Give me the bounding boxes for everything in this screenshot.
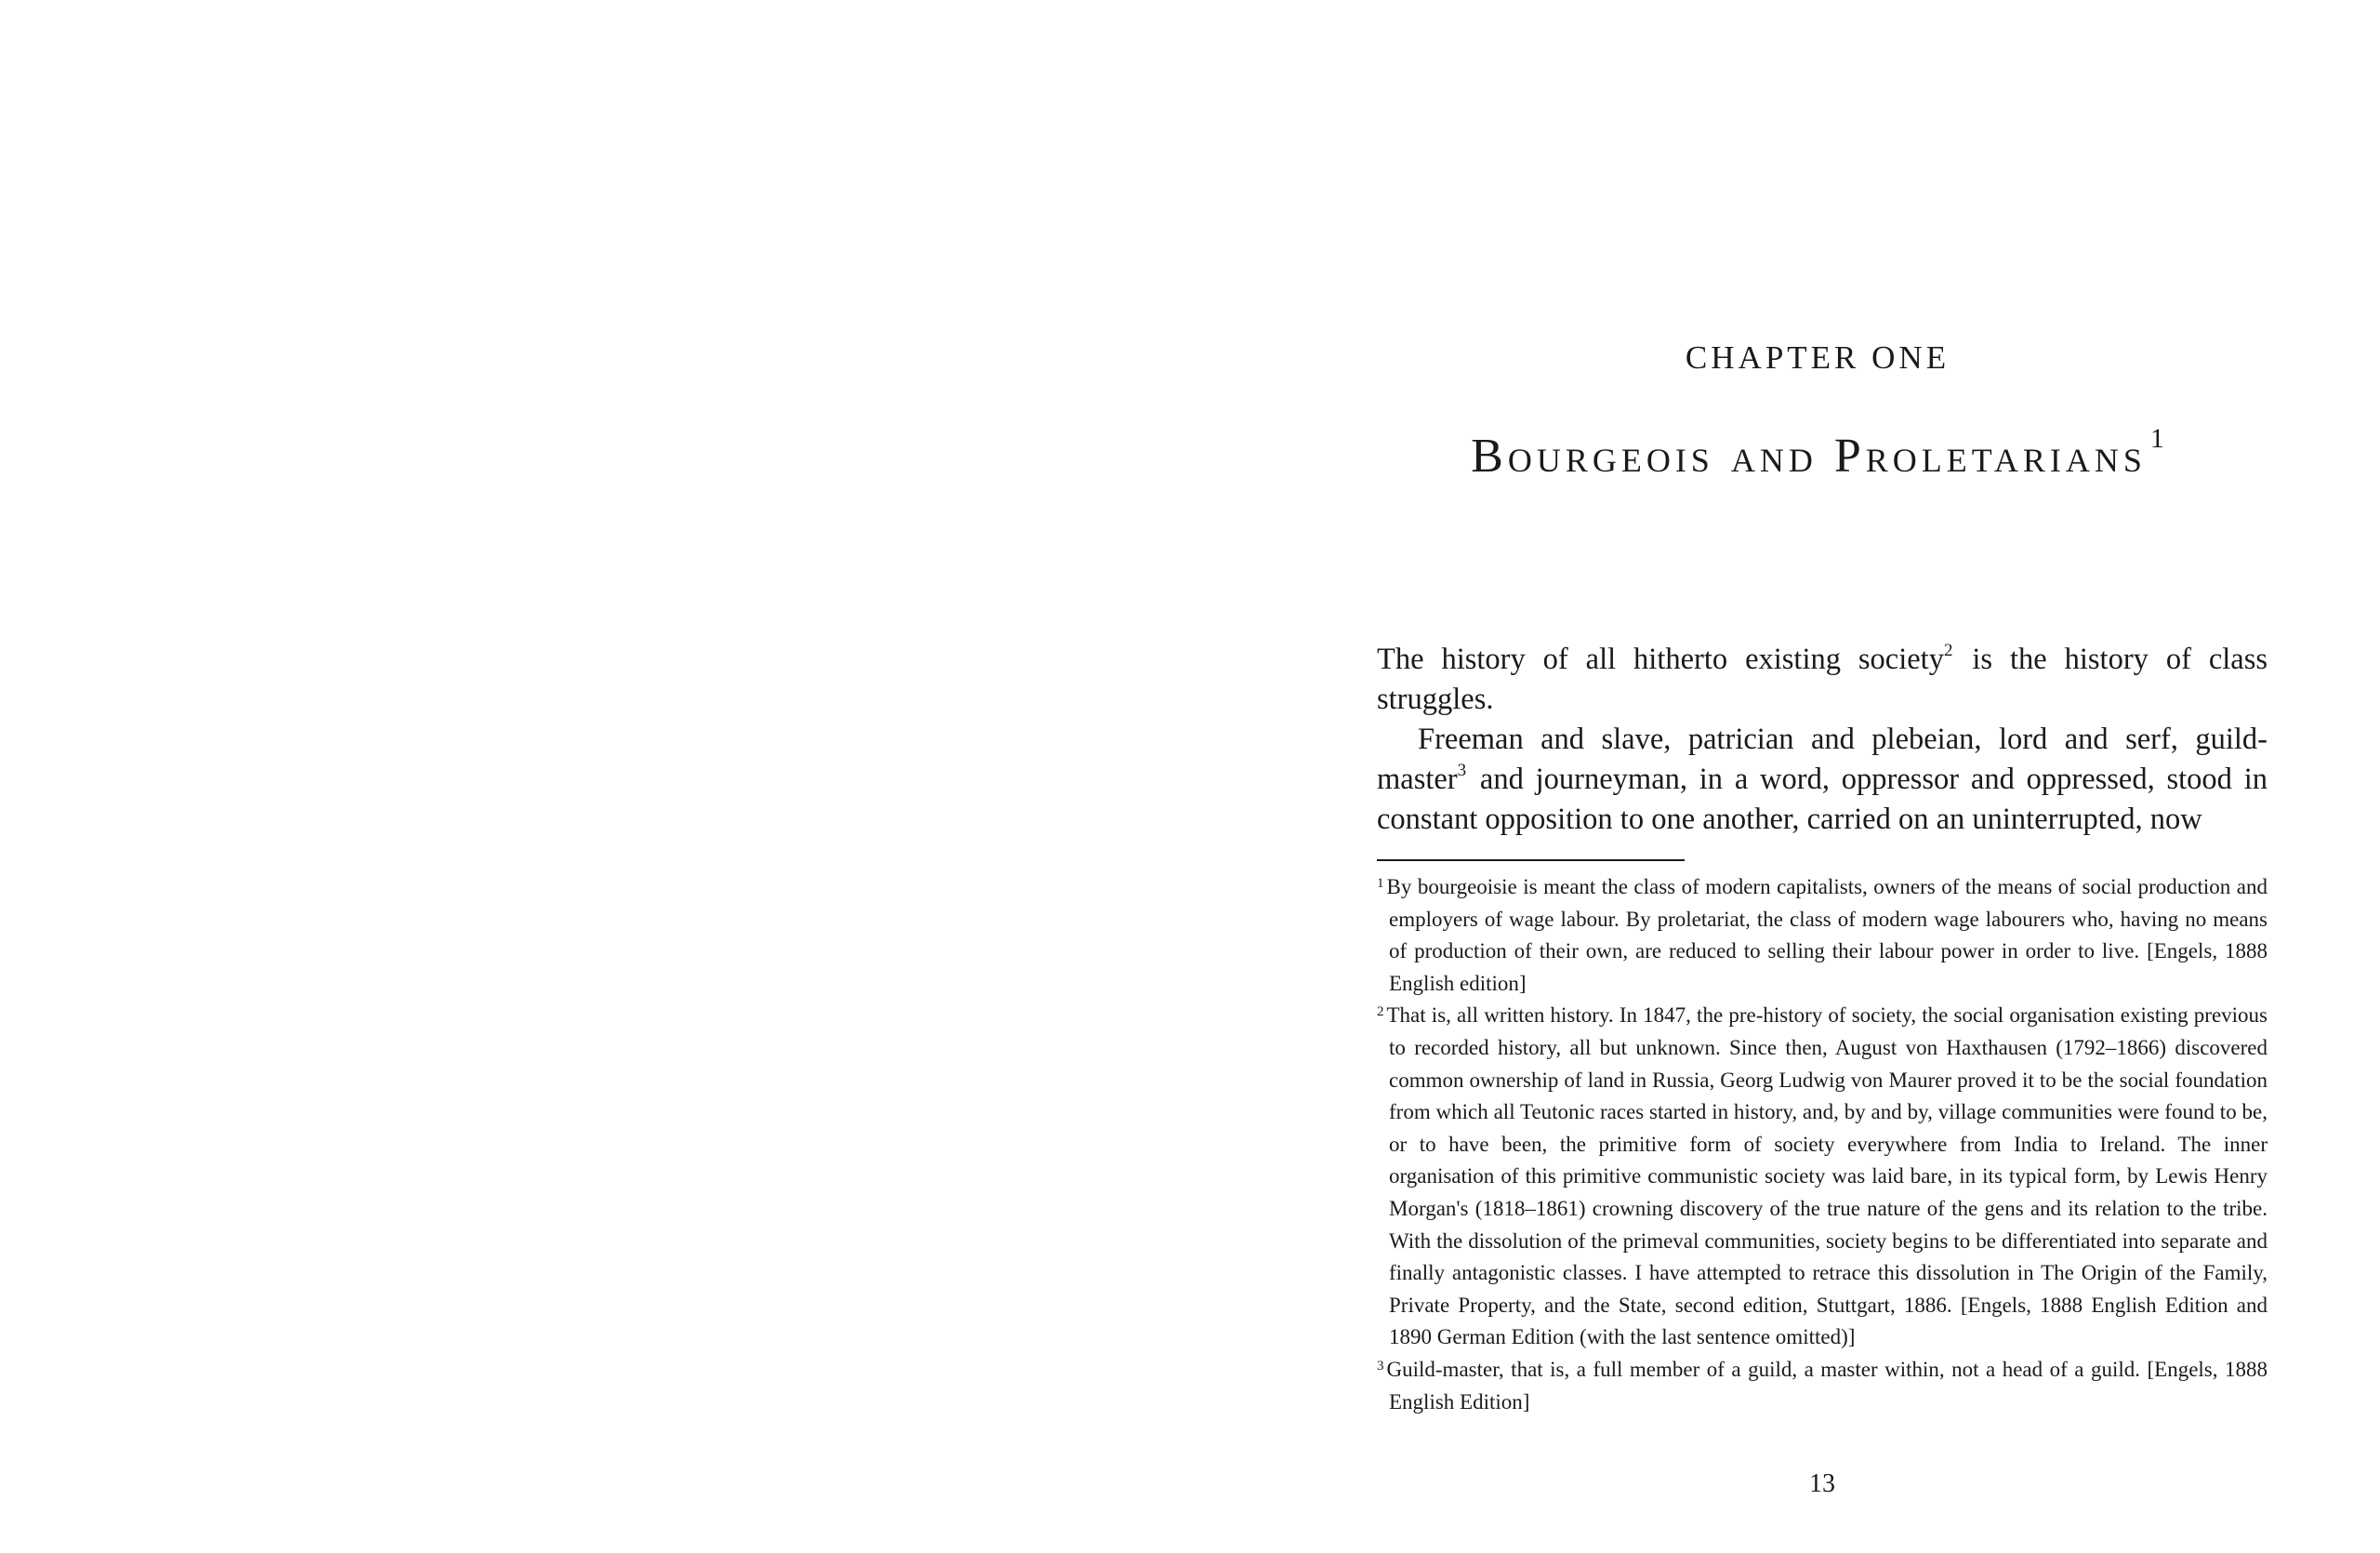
chapter-label: CHAPTER ONE: [1685, 339, 1950, 376]
paragraph-2-text-end: and journeyman, in a word, oppressor and oppressed, stood in constant opposition to one another, carried on an uninterrupted, now: [1377, 763, 2268, 836]
footnotes: [1377, 871, 2268, 1418]
chapter-title: [1371, 423, 2264, 484]
footnote-1-text: By bourgeoisie is meant the class of modern capitalists, owners of the means of social production and employers of wage labour. By proletariat, the class of modern wage labourers who, having no means of production of their own, are reduced to selling their labour power in order to live. [Engels, 1888 English edition]: [1386, 875, 2268, 995]
paragraph-2-text-start: Freeman and slave, patrician and plebeian, lord and serf, guild-master: [1377, 723, 2268, 796]
footnote-3-text: Guild-master, that is, a full member of a guild, a master within, not a head of a guild. [Engels, 1888 English Edition]: [1386, 1357, 2268, 1414]
footnote-1: [1377, 871, 2268, 1000]
paragraph-2: [1377, 720, 2268, 840]
footnote-ref-1: 1: [2149, 423, 2164, 454]
footnote-ref-3: 3: [1457, 761, 1467, 780]
footnote-divider: [1377, 859, 1685, 861]
paragraph-1-text-end: is the history of class struggles.: [1377, 643, 2268, 716]
page-number: 13: [1809, 1469, 1835, 1498]
footnote-ref-2: 2: [1943, 641, 1953, 660]
paragraph-1: [1377, 640, 2268, 720]
footnote-3-marker: 3: [1377, 1358, 1384, 1374]
chapter-title-text: Bourgeois and Proletarians: [1471, 430, 2147, 483]
footnote-3: [1377, 1354, 2268, 1418]
body-text: [1377, 640, 2268, 840]
footnote-2-marker: 2: [1377, 1004, 1384, 1020]
footnote-2-text: That is, all written history. In 1847, the pre-history of society, the social organisation existing previous to recorded history, all but unknown. Since then, August von Haxthausen (1792–1866) discovered common ownership of land in Russia, Georg Ludwig von Maurer proved it to be the social foundation from which all Teutonic races started in history, and, by and by, village communities were found to be, or to have been, the primitive form of society everywhere from India to Ireland. The inner organisation of this primitive communistic society was laid bare, in its typical form, by Lewis Henry Morgan's (1818–1861) crowning discovery of the true nature of the gens and its relation to the tribe. With the dissolution of the primeval communities, society begins to be differentiated into separate and finally antagonistic classes. I have attempted to retrace this dissolution in The Origin of the Family, Private Property, and the State, second edition, Stuttgart, 1886. [Engels, 1888 English Edition and 1890 German Edition (with the last sentence omitted)]: [1386, 1003, 2268, 1349]
paragraph-1-text-start: The history of all hitherto existing society: [1377, 643, 1944, 676]
footnote-2: [1377, 1000, 2268, 1354]
footnote-1-marker: 1: [1377, 876, 1384, 891]
